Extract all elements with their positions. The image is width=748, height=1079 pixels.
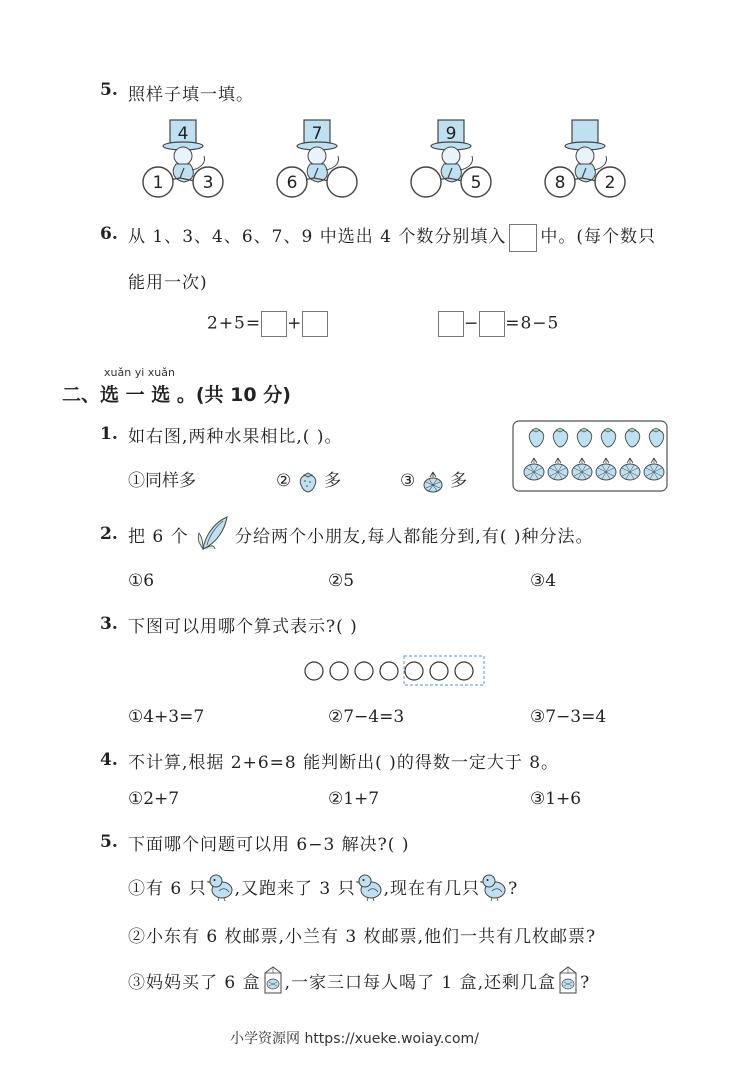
wheel-number-right: 2	[604, 173, 616, 193]
bike-figure	[411, 120, 491, 197]
s2q3-option-1[interactable]: ①4+3=7	[128, 707, 205, 727]
wheel-number-left: 6	[286, 173, 298, 193]
wheel-number-right: 5	[470, 173, 482, 193]
footer-watermark: 小学资源网 https://xueke.woiay.com/	[230, 1031, 479, 1047]
eq1-box-1[interactable]	[261, 311, 287, 337]
o1-part-a: ①有 6 只	[128, 879, 207, 899]
monkey-body	[441, 164, 461, 182]
chick-icon	[356, 871, 384, 901]
hat-number: 9	[445, 124, 457, 144]
bike-figure	[143, 120, 223, 197]
s2q5-number: 5.	[100, 832, 118, 852]
bike-wheel-right	[327, 167, 357, 197]
s2q3-number: 3.	[100, 614, 118, 634]
q6-equation-1	[207, 311, 328, 337]
monkey-face	[174, 147, 192, 165]
circle-mark	[305, 662, 323, 680]
s2q3-option-3[interactable]: ③7−3=4	[530, 707, 607, 727]
answer-box-sample	[509, 224, 537, 252]
o1-part-b: ,又跑来了 3 只	[234, 879, 356, 899]
eq1-plus: +	[287, 313, 303, 334]
q5-number: 5.	[100, 80, 118, 100]
q6-line1	[128, 222, 656, 252]
section2-pinyin: xuǎn yi xuǎn	[104, 366, 175, 379]
circle-mark	[355, 662, 373, 680]
s2q2-text-before: 把 6 个	[128, 527, 189, 547]
monkey-face	[308, 147, 326, 165]
s2q1-option-3[interactable]	[400, 466, 467, 494]
fruit-comparison-figure	[512, 420, 668, 492]
s2q1-text: 如右图,两种水果相比,( )。	[128, 427, 343, 447]
q6-number: 6.	[100, 224, 118, 244]
s2q1-option-1[interactable]: ①同样多	[128, 471, 196, 491]
circle-mark	[380, 662, 398, 680]
o1-part-d: ?	[508, 879, 519, 899]
s2q2-number: 2.	[100, 524, 118, 544]
s2q4-option-1[interactable]: ①2+7	[128, 789, 180, 809]
wheel-number-right: 3	[202, 173, 214, 193]
s2q3-text: 下图可以用哪个算式表示?( )	[128, 617, 358, 637]
monkey-face	[442, 147, 460, 165]
s2q4-option-2[interactable]: ②1+7	[328, 789, 380, 809]
milk-box-icon	[556, 965, 580, 995]
o1-part-c: ,现在有几只	[383, 879, 481, 899]
hat-number: 7	[311, 124, 323, 144]
wheel-number-left: 8	[554, 173, 566, 193]
eq2-minus: −	[464, 313, 480, 334]
circle-mark	[455, 662, 473, 680]
wheel-number-left: 1	[152, 173, 164, 193]
q6-text-after: 中。(每个数只	[540, 227, 656, 247]
milk-box-icon	[261, 965, 285, 995]
q6-line2: 能用一次)	[128, 273, 208, 293]
circles-figure	[300, 654, 490, 688]
s2q2-option-1[interactable]: ①6	[128, 571, 155, 591]
q5-text: 照样子填一填。	[128, 85, 254, 105]
chick-icon	[480, 871, 508, 901]
monkey-body	[173, 164, 193, 182]
bike-figures	[140, 112, 680, 204]
o3-part-c: ?	[580, 973, 591, 993]
circle-mark	[430, 662, 448, 680]
monkey-face	[576, 147, 594, 165]
s2q2-option-3[interactable]: ③4	[530, 571, 557, 591]
section2-title: 二、选 一 选 。(共 10 分)	[62, 384, 291, 406]
opt2-suffix: 多	[324, 471, 342, 491]
s2q1-option-2[interactable]	[276, 466, 341, 493]
s2q1-number: 1.	[100, 424, 118, 444]
eq1-left: 2+5=	[207, 313, 262, 334]
eq2-right: =8−5	[505, 313, 560, 334]
pineapple-icon	[421, 470, 445, 494]
circle-mark	[405, 662, 423, 680]
monkey-body	[575, 164, 595, 182]
eq2-box-1[interactable]	[438, 311, 464, 337]
chick-icon	[207, 871, 235, 901]
s2q5-text: 下面哪个问题可以用 6−3 解决?( )	[128, 835, 410, 855]
opt2-prefix: ②	[276, 471, 292, 491]
hat-number: 4	[177, 124, 189, 144]
opt3-prefix: ③	[400, 471, 416, 491]
s2q4-number: 4.	[100, 750, 118, 770]
opt3-suffix: 多	[450, 471, 468, 491]
s2q3-option-2[interactable]: ②7−4=3	[328, 707, 405, 727]
bike-wheel-left	[411, 167, 441, 197]
s2q2-option-2[interactable]: ②5	[328, 571, 355, 591]
circle-mark	[330, 662, 348, 680]
s2q2-text	[128, 522, 594, 553]
s2q5-option-2[interactable]: ②小东有 6 枚邮票,小兰有 3 枚邮票,他们一共有几枚邮票?	[128, 927, 597, 947]
q6-equation-2	[438, 311, 559, 337]
o3-part-a: ③妈妈买了 6 盒	[128, 973, 261, 993]
corn-icon	[195, 513, 233, 553]
s2q5-option-1[interactable]	[128, 874, 518, 901]
s2q5-option-3[interactable]	[128, 968, 590, 995]
eq1-box-2[interactable]	[302, 311, 328, 337]
monkey-body	[307, 164, 327, 182]
q6-text-before: 从 1、3、4、6、7、9 中选出 4 个数分别填入	[128, 227, 507, 247]
eq2-box-2[interactable]	[479, 311, 505, 337]
bike-figure	[277, 120, 357, 197]
s2q4-option-3[interactable]: ③1+6	[530, 789, 582, 809]
o3-part-b: ,一家三口每人喝了 1 盒,还剩几盒	[284, 973, 557, 993]
s2q2-text-after: 分给两个小朋友,每人都能分到,有( )种分法。	[235, 527, 594, 547]
strawberry-icon	[297, 471, 319, 493]
bike-figure	[545, 120, 625, 197]
s2q4-text: 不计算,根据 2+6=8 能判断出( )的得数一定大于 8。	[128, 753, 560, 773]
